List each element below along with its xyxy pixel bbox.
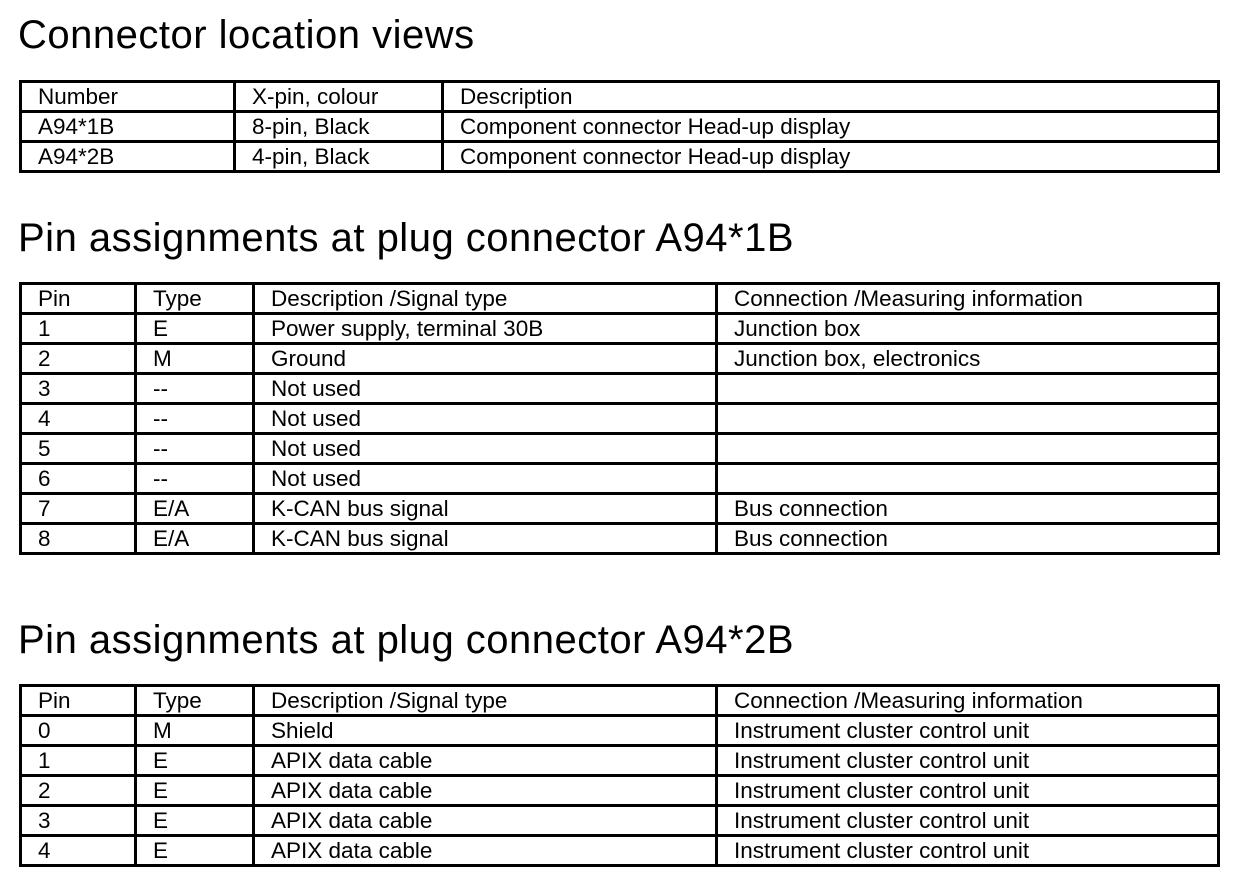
pin-connection xyxy=(717,464,1219,494)
pin-number: 6 xyxy=(21,464,136,494)
pin-description: Shield xyxy=(254,716,717,746)
connector-number: A94*2B xyxy=(21,142,235,172)
pin-number: 1 xyxy=(21,314,136,344)
pin-description: Not used xyxy=(254,434,717,464)
table-row xyxy=(21,524,1219,554)
header-number: Number xyxy=(21,82,235,112)
pin-number: 4 xyxy=(21,404,136,434)
pin-number: 8 xyxy=(21,524,136,554)
pin-type: E xyxy=(136,314,254,344)
table-row xyxy=(21,806,1219,836)
table-row xyxy=(21,344,1219,374)
pin-description: Power supply, terminal 30B xyxy=(254,314,717,344)
pin-description: Ground xyxy=(254,344,717,374)
table-row xyxy=(21,836,1219,866)
pin-connection xyxy=(717,434,1219,464)
pin-number: 3 xyxy=(21,374,136,404)
pin-type: -- xyxy=(136,464,254,494)
pin-connection: Junction box, electronics xyxy=(717,344,1219,374)
header-description: Description xyxy=(443,82,1219,112)
pin-number: 7 xyxy=(21,494,136,524)
pin-description: APIX data cable xyxy=(254,776,717,806)
pin-type: -- xyxy=(136,374,254,404)
header-x-pin-colour: X-pin, colour xyxy=(235,82,443,112)
table-row xyxy=(21,776,1219,806)
pin-type: -- xyxy=(136,404,254,434)
header-pin: Pin xyxy=(21,686,136,716)
pin-description: K-CAN bus signal xyxy=(254,524,717,554)
header-connection-measuring-info: Connection /Measuring information xyxy=(717,686,1219,716)
table-row xyxy=(21,314,1219,344)
connector-location-table xyxy=(19,80,1220,173)
pin-assignments-a94-1b-table xyxy=(19,282,1220,555)
pin-description: Not used xyxy=(254,374,717,404)
connector-pins-colour: 8-pin, Black xyxy=(235,112,443,142)
pin-type: -- xyxy=(136,434,254,464)
table-header-row xyxy=(21,82,1219,112)
pin-type: M xyxy=(136,716,254,746)
header-connection-measuring-info: Connection /Measuring information xyxy=(717,284,1219,314)
pin-connection: Instrument cluster control unit xyxy=(717,806,1219,836)
table-row xyxy=(21,464,1219,494)
table-row xyxy=(21,142,1219,172)
pin-connection: Instrument cluster control unit xyxy=(717,776,1219,806)
header-type: Type xyxy=(136,284,254,314)
pin-description: APIX data cable xyxy=(254,806,717,836)
pin-connection: Bus connection xyxy=(717,494,1219,524)
pin-connection: Instrument cluster control unit xyxy=(717,716,1219,746)
pin-number: 0 xyxy=(21,716,136,746)
table-row xyxy=(21,746,1219,776)
pin-description: Not used xyxy=(254,464,717,494)
header-type: Type xyxy=(136,686,254,716)
pin-description: Not used xyxy=(254,404,717,434)
table-row xyxy=(21,494,1219,524)
pin-connection: Instrument cluster control unit xyxy=(717,836,1219,866)
table-header-row xyxy=(21,284,1219,314)
header-description-signal-type: Description /Signal type xyxy=(254,686,717,716)
header-description-signal-type: Description /Signal type xyxy=(254,284,717,314)
table-header-row xyxy=(21,686,1219,716)
pin-number: 1 xyxy=(21,746,136,776)
pin-type: E/A xyxy=(136,494,254,524)
table-row xyxy=(21,112,1219,142)
pin-description: K-CAN bus signal xyxy=(254,494,717,524)
pin-number: 5 xyxy=(21,434,136,464)
connector-location-views-heading: Connector location views xyxy=(18,13,475,57)
connector-pins-colour: 4-pin, Black xyxy=(235,142,443,172)
connector-description: Component connector Head-up display xyxy=(443,142,1219,172)
pin-type: E xyxy=(136,836,254,866)
pin-connection xyxy=(717,374,1219,404)
pin-type: E/A xyxy=(136,524,254,554)
pin-description: APIX data cable xyxy=(254,746,717,776)
pin-connection: Junction box xyxy=(717,314,1219,344)
pin-type: E xyxy=(136,746,254,776)
pin-number: 4 xyxy=(21,836,136,866)
pin-number: 3 xyxy=(21,806,136,836)
pin-type: E xyxy=(136,806,254,836)
pin-connection: Instrument cluster control unit xyxy=(717,746,1219,776)
table-row xyxy=(21,434,1219,464)
pin-assignments-a94-2b-heading: Pin assignments at plug connector A94*2B xyxy=(18,618,795,662)
pin-connection: Bus connection xyxy=(717,524,1219,554)
connector-number: A94*1B xyxy=(21,112,235,142)
pin-connection xyxy=(717,404,1219,434)
pin-number: 2 xyxy=(21,344,136,374)
table-row xyxy=(21,716,1219,746)
pin-description: APIX data cable xyxy=(254,836,717,866)
pin-assignments-a94-2b-table xyxy=(19,684,1220,867)
pin-type: E xyxy=(136,776,254,806)
pin-number: 2 xyxy=(21,776,136,806)
table-row xyxy=(21,374,1219,404)
pin-assignments-a94-1b-heading: Pin assignments at plug connector A94*1B xyxy=(18,216,795,260)
pin-type: M xyxy=(136,344,254,374)
table-row xyxy=(21,404,1219,434)
connector-description: Component connector Head-up display xyxy=(443,112,1219,142)
header-pin: Pin xyxy=(21,284,136,314)
